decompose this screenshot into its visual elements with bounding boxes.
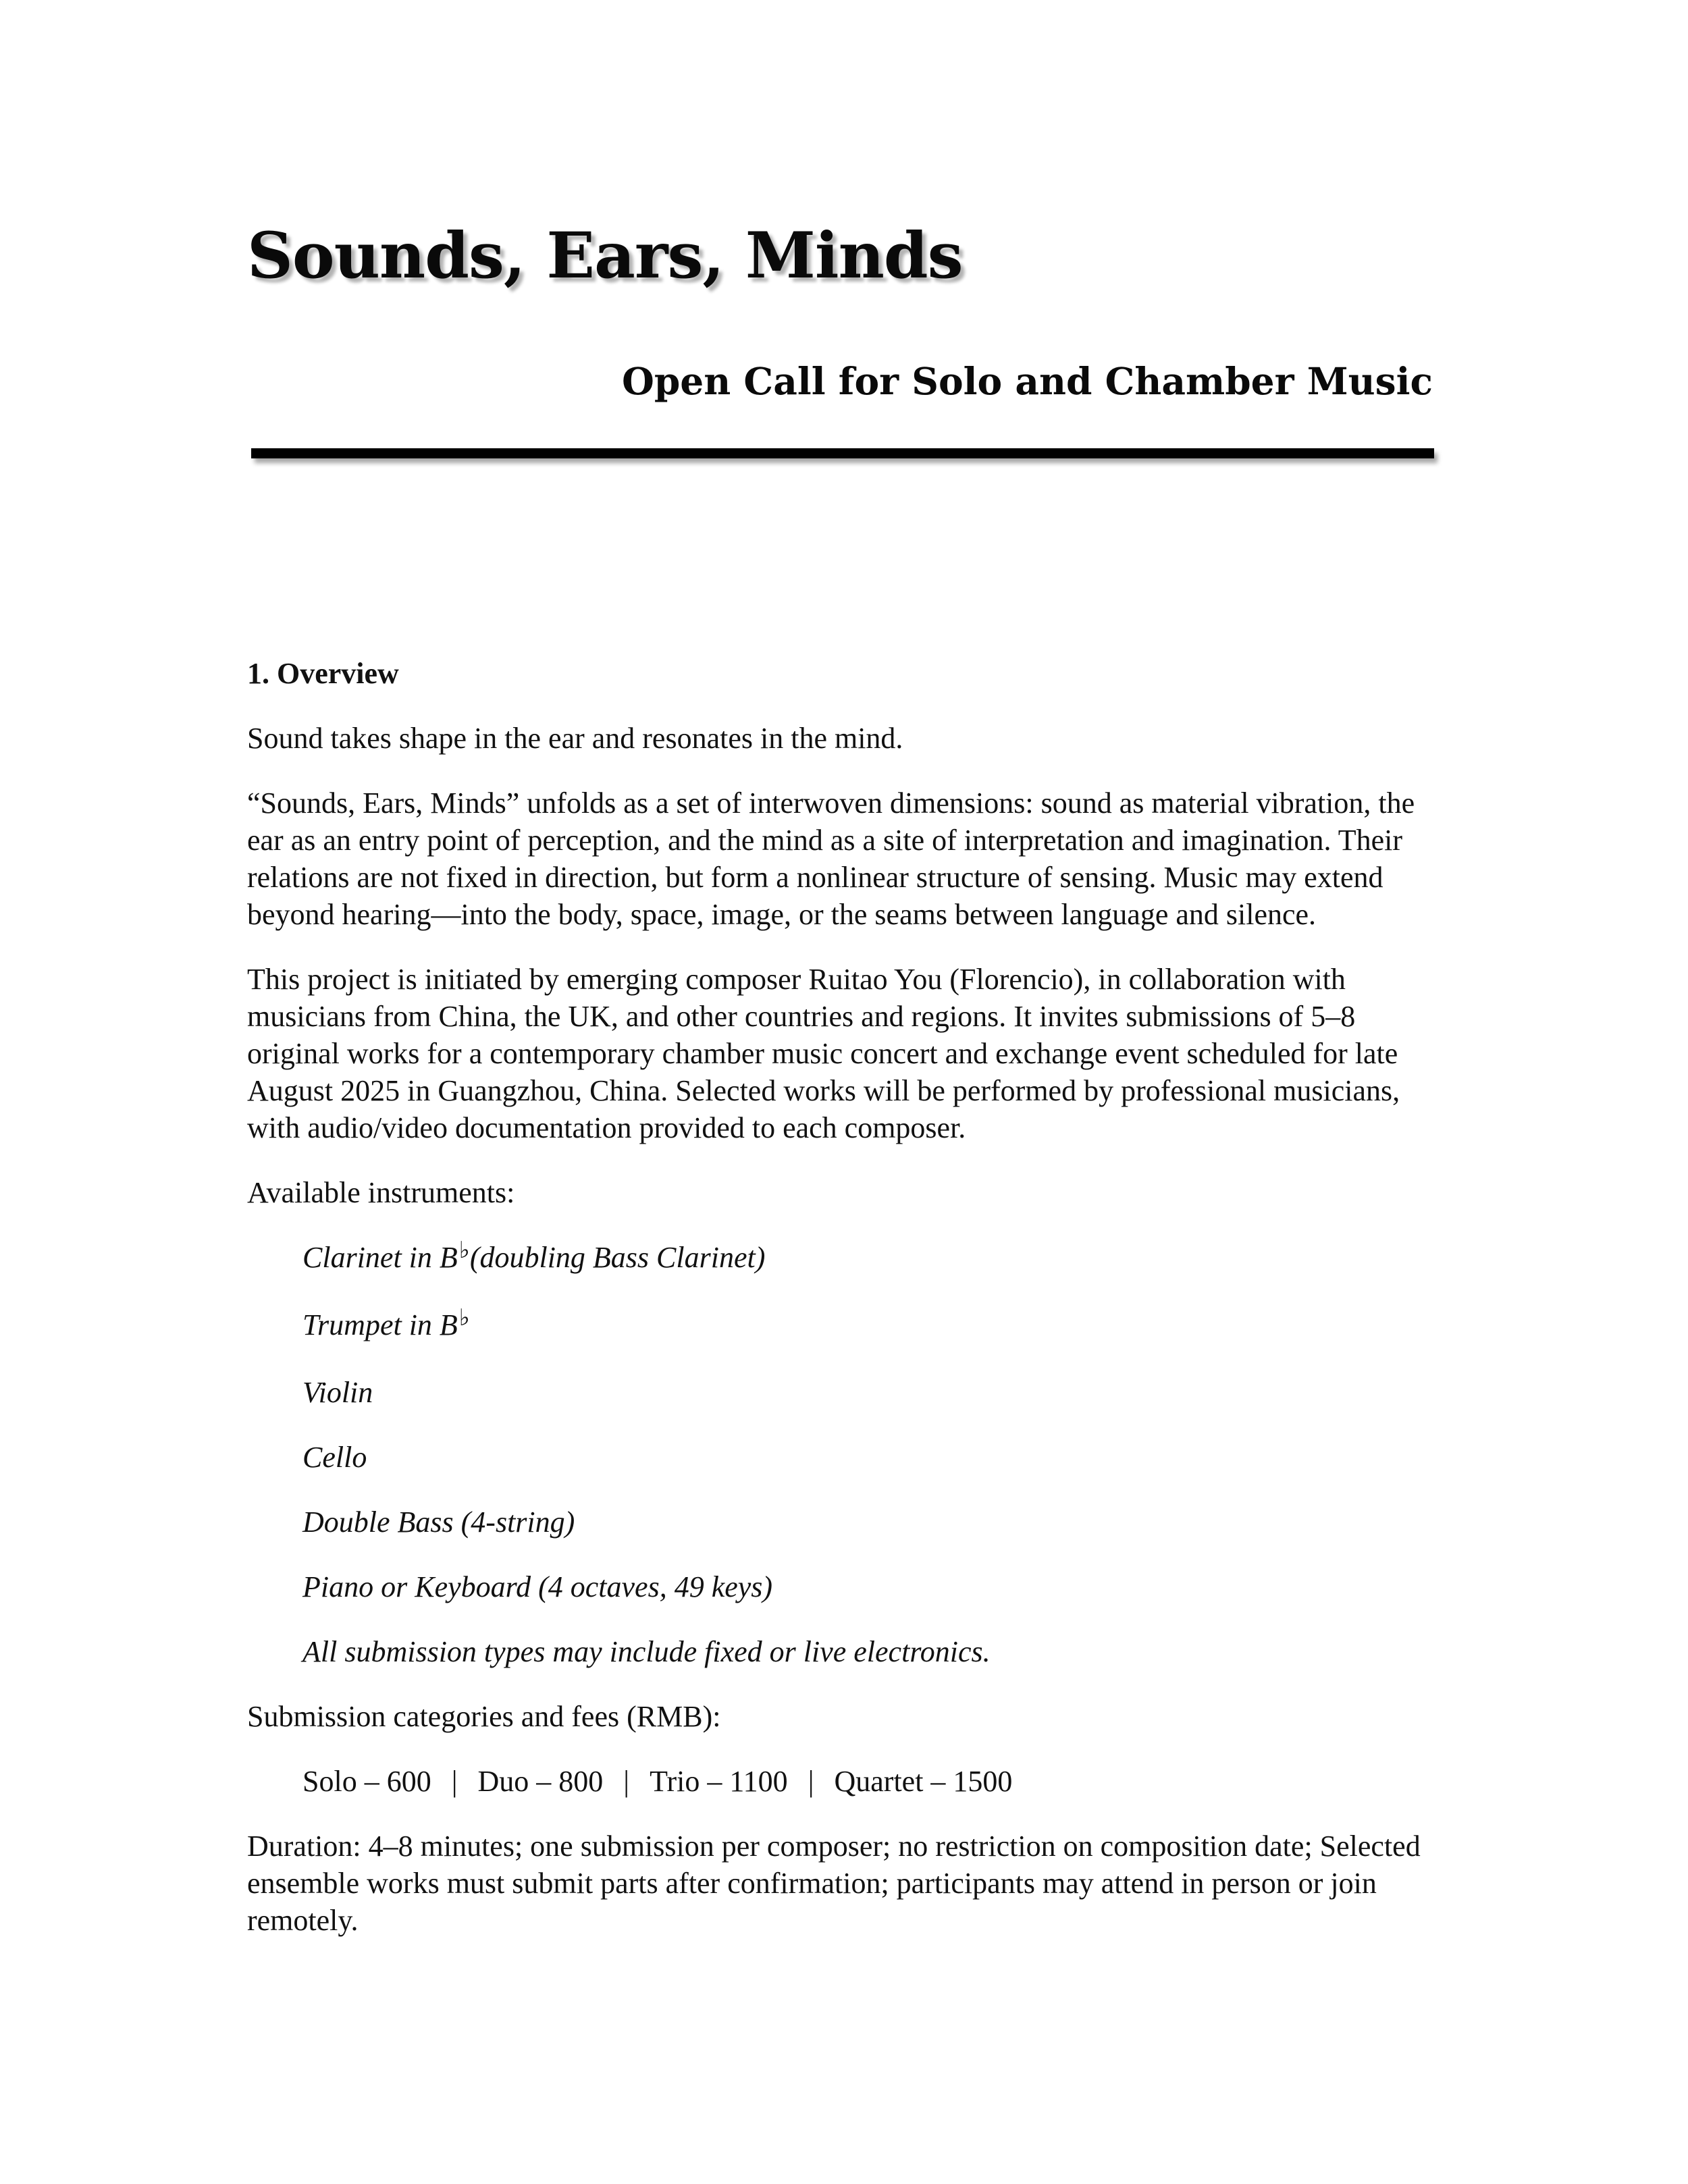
- instrument-item-clarinet: [302, 1239, 1442, 1279]
- overview-paragraph-intro: Sound takes shape in the ear and resonates in the mind.: [247, 722, 903, 755]
- title-divider: [251, 448, 1434, 458]
- fee-separator: |: [808, 1765, 814, 1798]
- instrument-list: [247, 1239, 1442, 1670]
- fee-item-trio: Trio – 1100: [650, 1765, 788, 1798]
- flat-symbol: ♭: [458, 1306, 470, 1331]
- section-heading-overview: 1. Overview: [247, 657, 399, 690]
- instrument-item-piano: Piano or Keyboard (4 octaves, 49 keys): [302, 1570, 773, 1603]
- fee-separator: |: [623, 1765, 630, 1798]
- instrument-trumpet-label: Trumpet in B: [302, 1308, 458, 1341]
- instrument-item-double-bass: Double Bass (4-string): [302, 1506, 575, 1539]
- instrument-item-trumpet: [302, 1306, 1442, 1346]
- document-subtitle: Open Call for Solo and Chamber Music: [621, 359, 1433, 403]
- fees-list: [247, 1763, 1442, 1800]
- instrument-clarinet-note: (doubling Bass Clarinet): [469, 1241, 766, 1274]
- flat-symbol: ♭: [458, 1238, 470, 1263]
- fees-intro: Submission categories and fees (RMB):: [247, 1700, 721, 1733]
- duration-note: Duration: 4–8 minutes; one submission per composer; no restriction on composition date; Selected ensemble works must submit parts after confirmation; participants may attend in person or join remotely.: [247, 1830, 1421, 1937]
- fee-item-quartet: Quartet – 1500: [834, 1765, 1013, 1798]
- fee-item-duo: Duo – 800: [477, 1765, 604, 1798]
- fee-separator: |: [451, 1765, 458, 1798]
- instrument-item-violin: Violin: [302, 1376, 373, 1409]
- overview-paragraph-concept: “Sounds, Ears, Minds” unfolds as a set of interwoven dimensions: sound as material vibration, the ear as an entry point of perception, and the mind as a site of interpretation and imagination. Their relations are not fixed in direction, but form a nonlinear structure of sensing. Music may extend beyond hearing—into the body, space, image, or the seams between language and silence.: [247, 787, 1415, 931]
- instruments-intro: Available instruments:: [247, 1176, 515, 1209]
- fee-item-solo: Solo – 600: [302, 1765, 431, 1798]
- document-title: Sounds, Ears, Minds: [247, 219, 963, 293]
- overview-paragraph-project: This project is initiated by emerging composer Ruitao You (Florencio), in collaboration with musicians from China, the UK, and other countries and regions. It invites submissions of 5–8 original works for a contemporary chamber music concert and exchange event scheduled for late August 2025 in Guangzhou, China. Selected works will be performed by professional musicians, with audio/video documentation provided to each composer.: [247, 963, 1400, 1144]
- instrument-clarinet-label: Clarinet in B: [302, 1241, 458, 1274]
- overview-section: [247, 655, 1442, 1967]
- electronics-note: All submission types may include fixed or live electronics.: [302, 1635, 991, 1668]
- instrument-item-cello: Cello: [302, 1441, 367, 1474]
